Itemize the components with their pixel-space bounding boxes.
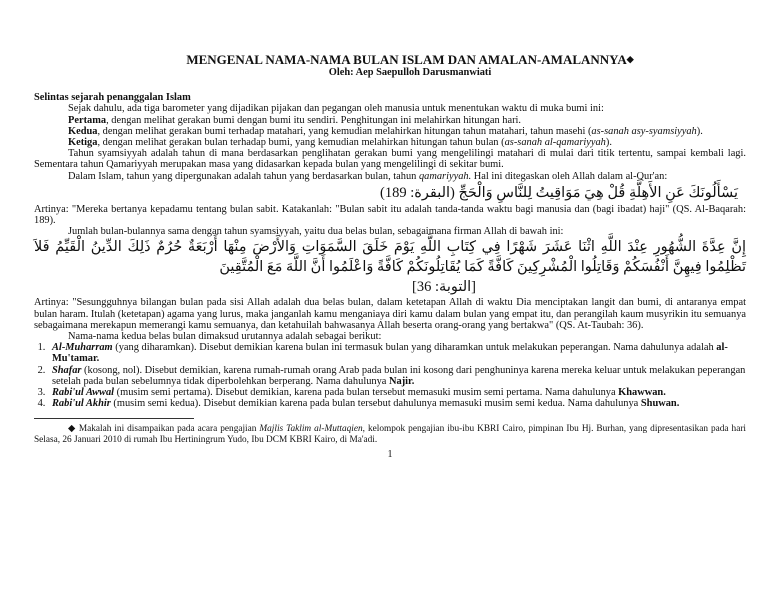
title-text: MENGENAL NAMA-NAMA BULAN ISLAM DAN AMALAN-AMALANNYA (186, 52, 627, 67)
month-desc: (kosong, nol). Disebut demikian, karena rumah-rumah orang Arab pada bulan ini kosong dari penghuninya karena mereka keluar untuk melakukan peperangan setelah pada bulan sebelumnya tidak diperbolehkan berperang. Nama dahulunya (52, 364, 746, 387)
month-desc: (musim semi pertama). Disebut demikian, karena pada bulan tersebut memasuki musim semi pertama. Nama dahulunya (114, 387, 619, 399)
footnote-text-a: Makalah ini disampaikan pada acara pengajian (78, 424, 260, 435)
month-old-name: al-Mu'tamar. (52, 342, 728, 365)
arabic-verse-baqarah: يَسْأَلُونَكَ عَنِ الأَهِلَّةِ قُلْ هِيَ مَوَاقِيتُ لِلنَّاسِ وَالْحَجِّ (البقرة: 189) (380, 184, 738, 201)
paragraph-pertama (34, 115, 746, 126)
paragraph-ketiga (34, 137, 746, 148)
footnote (34, 424, 746, 445)
month-name: Shafar (52, 364, 82, 376)
month-old-name: Shuwan. (640, 398, 680, 410)
term-pertama: Pertama (68, 114, 107, 126)
term-kedua: Kedua (68, 125, 98, 137)
translation-baqarah: Artinya: "Mereka bertanya kepadamu tentang bulan sabit. Katakanlah: "Bulan sabit itu adalah tanda-tanda waktu bagi manusia dan (bagi ibadat) haji" (QS. Al-Baqarah: 189). (34, 203, 746, 227)
paragraph-kedua (34, 126, 746, 137)
islam-italic: qamariyyah. (418, 170, 472, 182)
pertama-text: , dengan melihat gerakan bumi dengan bumi itu sendiri. Penghitungan ini melahirkan hitungan hari. (106, 114, 522, 126)
islam-text-a: Dalam Islam, tahun yang dipergunakan adalah tahun yang berdasarkan bulan, tahun (68, 170, 419, 182)
footnote-marker: ◆ (626, 54, 634, 64)
translation-taubah: Artinya: "Sesungguhnya bilangan bulan pada sisi Allah adalah dua belas bulan, dalam ketetapan Allah di waktu Dia menciptakan langit dan bumi, di antaranya empat bulan haram. Itulah (ketetapan) agama yang lurus, maka janganlah kamu menganiaya diri kamu dalam bulan yang empat itu, dan perangilah kaum musyrikin itu semuanya sebagaimana merekapun memerangi kamu semuanya, dan ketahuilah bahwasanya Allah beserta orang-orang yang bertakwa" (QS. At-Taubah: 36). (34, 297, 746, 331)
month-desc: (yang diharamkan). Disebut demikian karena bulan ini termasuk bulan yang diharamkan untuk melakukan peperangan. Nama dahulunya adalah (112, 342, 717, 354)
kedua-text: , dengan melihat gerakan bumi terhadap matahari, yang kemudian melahirkan hitungan tahun matahari, tahun masehi ( (97, 125, 592, 137)
month-item (48, 398, 746, 409)
footnote-italic: Majlis Taklim al-Muttaqien (259, 424, 363, 435)
ketiga-italic: as-sanah al-qamariyyah (504, 137, 606, 149)
document-page (34, 52, 746, 461)
arabic-verse-taubah: إِنَّ عِدَّةَ الشُّهُورِ عِنْدَ اللَّهِ اثْنَا عَشَرَ شَهْرًا فِي كِتَابِ اللَّهِ يَوْمَ خَلَقَ السَّمَوَاتِ وَالأَرْضَ مِنْهَا أَرْبَعَةٌ حُرُمٌ ذَلِكَ الدِّينُ الْقَيِّمُ فَلاَ تَظْلِمُوا فِيهِنَّ أَنْفُسَكُمْ وَقَاتِلُوا الْمُشْرِكِينَ كَافَّةً كَمَا يُقَاتِلُونَكُمْ كَافَّةً وَاعْلَمُوا أَنَّ اللَّهَ مَعَ الْمُتَّقِينَ (34, 239, 746, 276)
arabic-verse-taubah-ref: [التوبة: 36] (412, 279, 476, 296)
paragraph-tahun: Tahun syamsiyyah adalah tahun di mana berdasarkan penglihatan gerakan bumi yang mengelilingi matahari di mulai dari titik tertentu, sampai kembali lagi. Sementara tahun Qamariyyah merupakan masa yang didasarkan kepada bulan yang mengelilingi di sekitar bumi. (34, 148, 746, 171)
author-line: Oleh: Aep Saepulloh Darusmanwiati (328, 67, 492, 78)
ketiga-text: , dengan melihat gerakan bulan terhadap bumi, yang kemudian melahirkan hitungan tahun bulan ( (97, 137, 505, 149)
paragraph-jumlah: Jumlah bulan-bulannya sama dengan tahun syamsiyyah, yaitu dua belas bulan, sebagaimana firman Allah di bawah ini: (68, 226, 564, 238)
paragraph-nama: Nama-nama kedua belas bulan dimaksud urutannya adalah sebagai berikut: (68, 331, 382, 343)
paragraph-islam (34, 171, 746, 182)
footnote-marker: ◆ (68, 424, 76, 435)
month-item (48, 365, 746, 387)
footnote-divider (34, 418, 194, 419)
term-ketiga: Ketiga (68, 137, 98, 149)
month-old-name: Najir. (389, 375, 415, 387)
month-name: Rabi'ul Akhir (52, 398, 111, 410)
ketiga-end: ). (605, 137, 612, 149)
islam-text-b: Hal ini ditegaskan oleh Allah dalam al-Qur'an: (471, 170, 668, 182)
month-item (48, 387, 746, 398)
paragraph-intro: Sejak dahulu, ada tiga barometer yang dijadikan pijakan dan pegangan oleh manusia untuk menentukan waktu di muka bumi ini: (68, 103, 604, 115)
page-number: 1 (387, 449, 393, 461)
month-name: Rabi'ul Awwal (52, 387, 115, 399)
kedua-end: ). (696, 125, 703, 137)
month-desc: (musim semi kedua). Disebut demikian karena pada bulan tersebut dahulunya memasuki musim semi kedua. Nama dahulunya (110, 398, 641, 410)
month-list (34, 342, 746, 409)
section-heading: Selintas sejarah penanggalan Islam (34, 92, 191, 104)
month-name: Al-Muharram (52, 342, 113, 354)
month-item (48, 342, 746, 364)
footnote-text-b: , kelompok pengajian ibu-ibu KBRI Cairo, pimpinan Ibu Hj. Burhan, yang dipresentasikan pada hari Selasa, 26 Januari 2010 di rumah Ibu Hertiningrum Yudo, Ibu DCM KBRI Kairo, di Ma'adi. (34, 424, 746, 445)
month-old-name: Khawwan. (618, 387, 666, 399)
kedua-italic: as-sanah asy-syamsiyyah (591, 125, 697, 137)
document-title (74, 52, 746, 67)
